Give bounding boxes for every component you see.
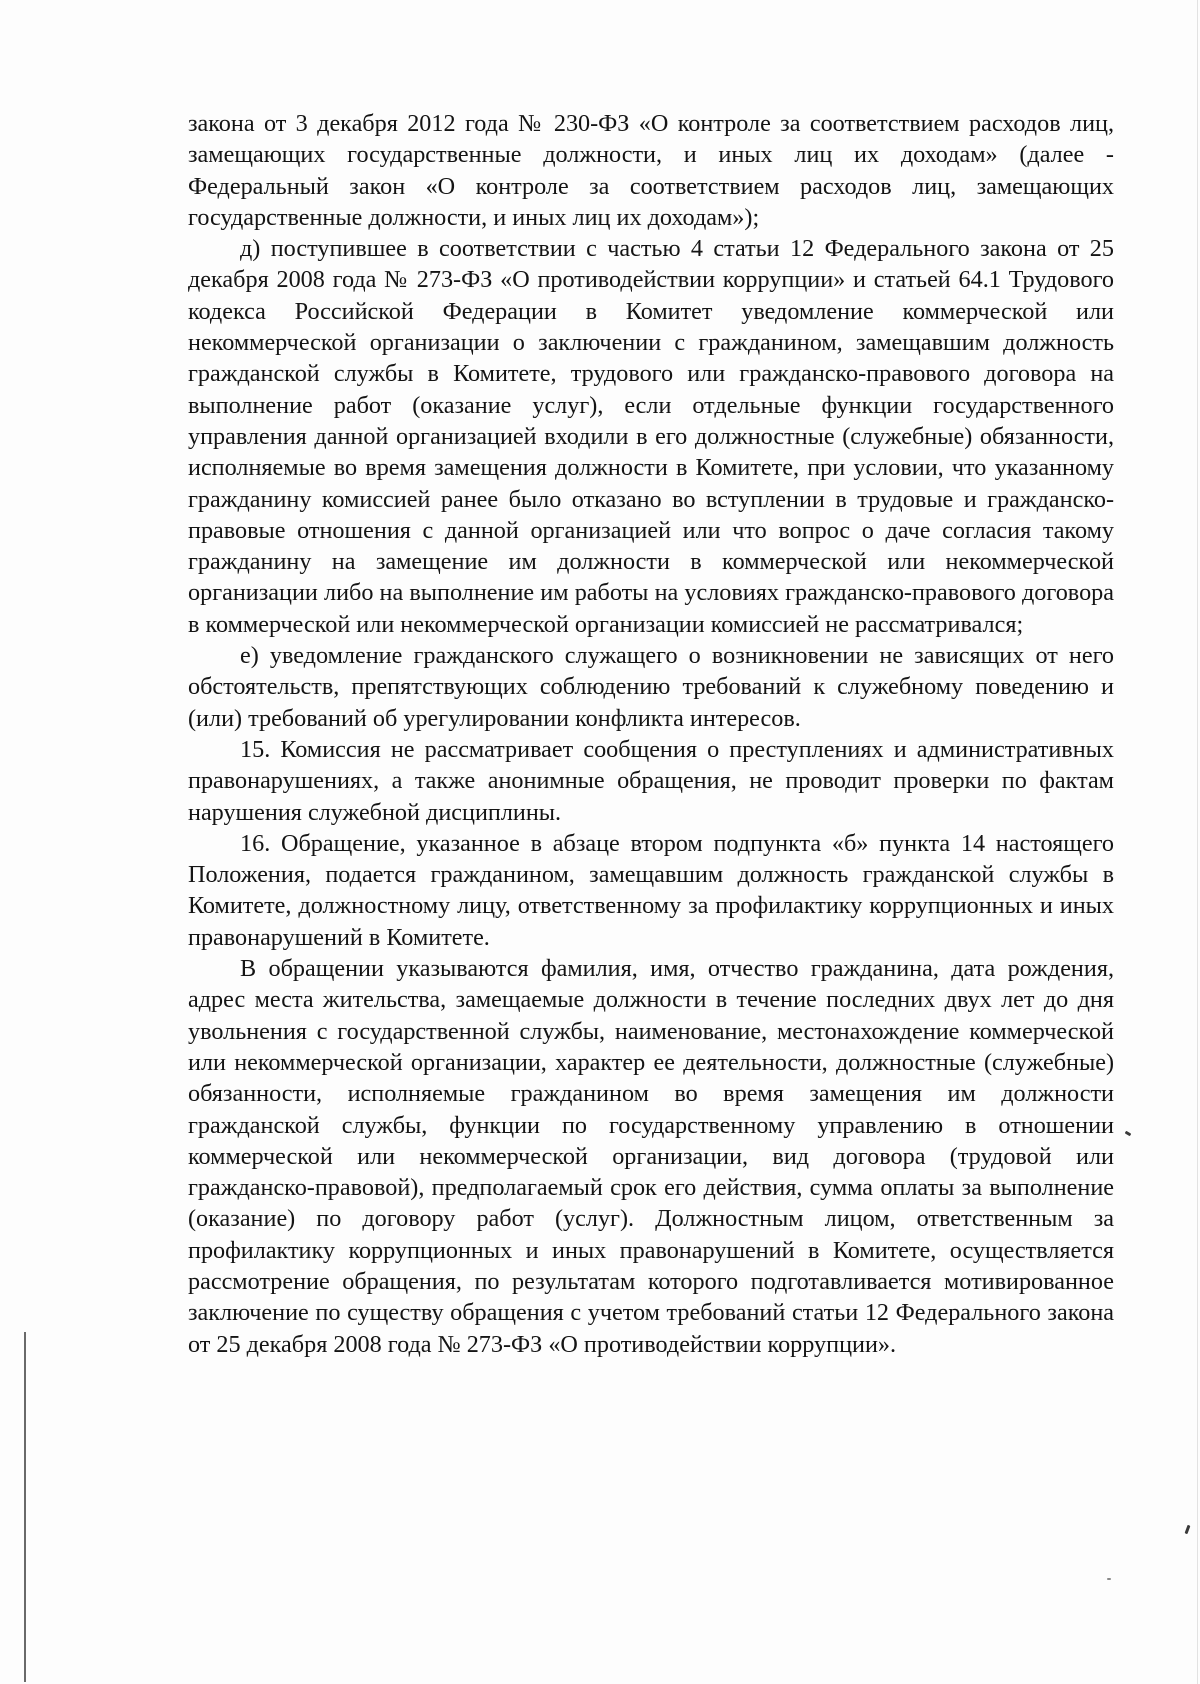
paragraph-clause-15: 15. Комиссия не рассматривает сообщения о преступлениях и административных правонарушениях, а также анонимные обращения, не проводит проверки по фактам нарушения служебной дисциплины.	[188, 735, 1114, 826]
paragraph-appeal-contents: В обращении указываются фамилия, имя, отчество гражданина, дата рождения, адрес места жительства, замещаемые должности в течение последних двух лет до дня увольнения с государственной службы, наименование, местонахождение коммерческой или некоммерческой организации, характер ее деятельности, должностные (служебные) обязанности, исполняемые гражданином во время замещения им должности гражданской службы, функции по государственному управлению в отношении коммерческой или некоммерческой организации, вид договора (трудовой или гражданско-правовой), предполагаемый срок его действия, сумма оплаты за выполнение (оказание) по договору работ (услуг). Должностным лицом, ответственным за профилактику коррупционных и иных правонарушений в Комитете, осуществляется рассмотрение обращения, по результатам которого подготавливается мотивированное заключение по существу обращения с учетом требований статьи 12 Федерального закона от 25 декабря 2008 года № 273-ФЗ «О противодействии коррупции».	[188, 955, 1114, 1358]
scan-speck	[1107, 1578, 1111, 1580]
scan-speck	[1185, 1525, 1191, 1534]
scan-edge-line	[24, 1332, 26, 1682]
scan-speck	[1125, 1131, 1132, 1137]
scan-right-edge	[1197, 0, 1198, 1684]
document-body	[188, 108, 1114, 1360]
paragraph-continuation: закона от 3 декабря 2012 года № 230-ФЗ «О контроле за соответствием расходов лиц, замещающих государственные должности, и иных лиц их доходам» (далее - Федеральный закон «О контроле за соответствием расходов лиц, замещающих государственные должности, и иных лиц их доходам»);	[188, 110, 1114, 231]
paragraph-item-d: д) поступившее в соответствии с частью 4 статьи 12 Федерального закона от 25 декабря 2008 года № 273-ФЗ «О противодействии коррупции» и статьей 64.1 Трудового кодекса Российской Федерации в Комитет уведомление коммерческой или некоммерческой организации о заключении с гражданином, замещавшим должность гражданской службы в Комитете, трудового или гражданско-правового договора на выполнение работ (оказание услуг), если отдельные функции государственного управления данной организацией входили в его должностные (служебные) обязанности, исполняемые во время замещения должности в Комитете, при условии, что указанному гражданину комиссией ранее было отказано во вступлении в трудовые и гражданско-правовые отношения с данной организацией или что вопрос о даче согласия такому гражданину на замещение им должности в коммерческой или некоммерческой организации либо на выполнение им работы на условиях гражданско-правового договора в коммерческой или некоммерческой организации комиссией не рассматривался;	[188, 235, 1114, 638]
paragraph-item-e: е) уведомление гражданского служащего о возникновении не зависящих от него обстоятельств, препятствующих соблюдению требований к служебному поведению и (или) требований об урегулировании конфликта интересов.	[188, 642, 1114, 732]
paragraph-clause-16: 16. Обращение, указанное в абзаце втором подпункта «б» пункта 14 настоящего Положения, подается гражданином, замещавшим должность гражданской службы в Комитете, должностному лицу, ответственному за профилактику коррупционных и иных правонарушений в Комитете.	[188, 829, 1114, 951]
